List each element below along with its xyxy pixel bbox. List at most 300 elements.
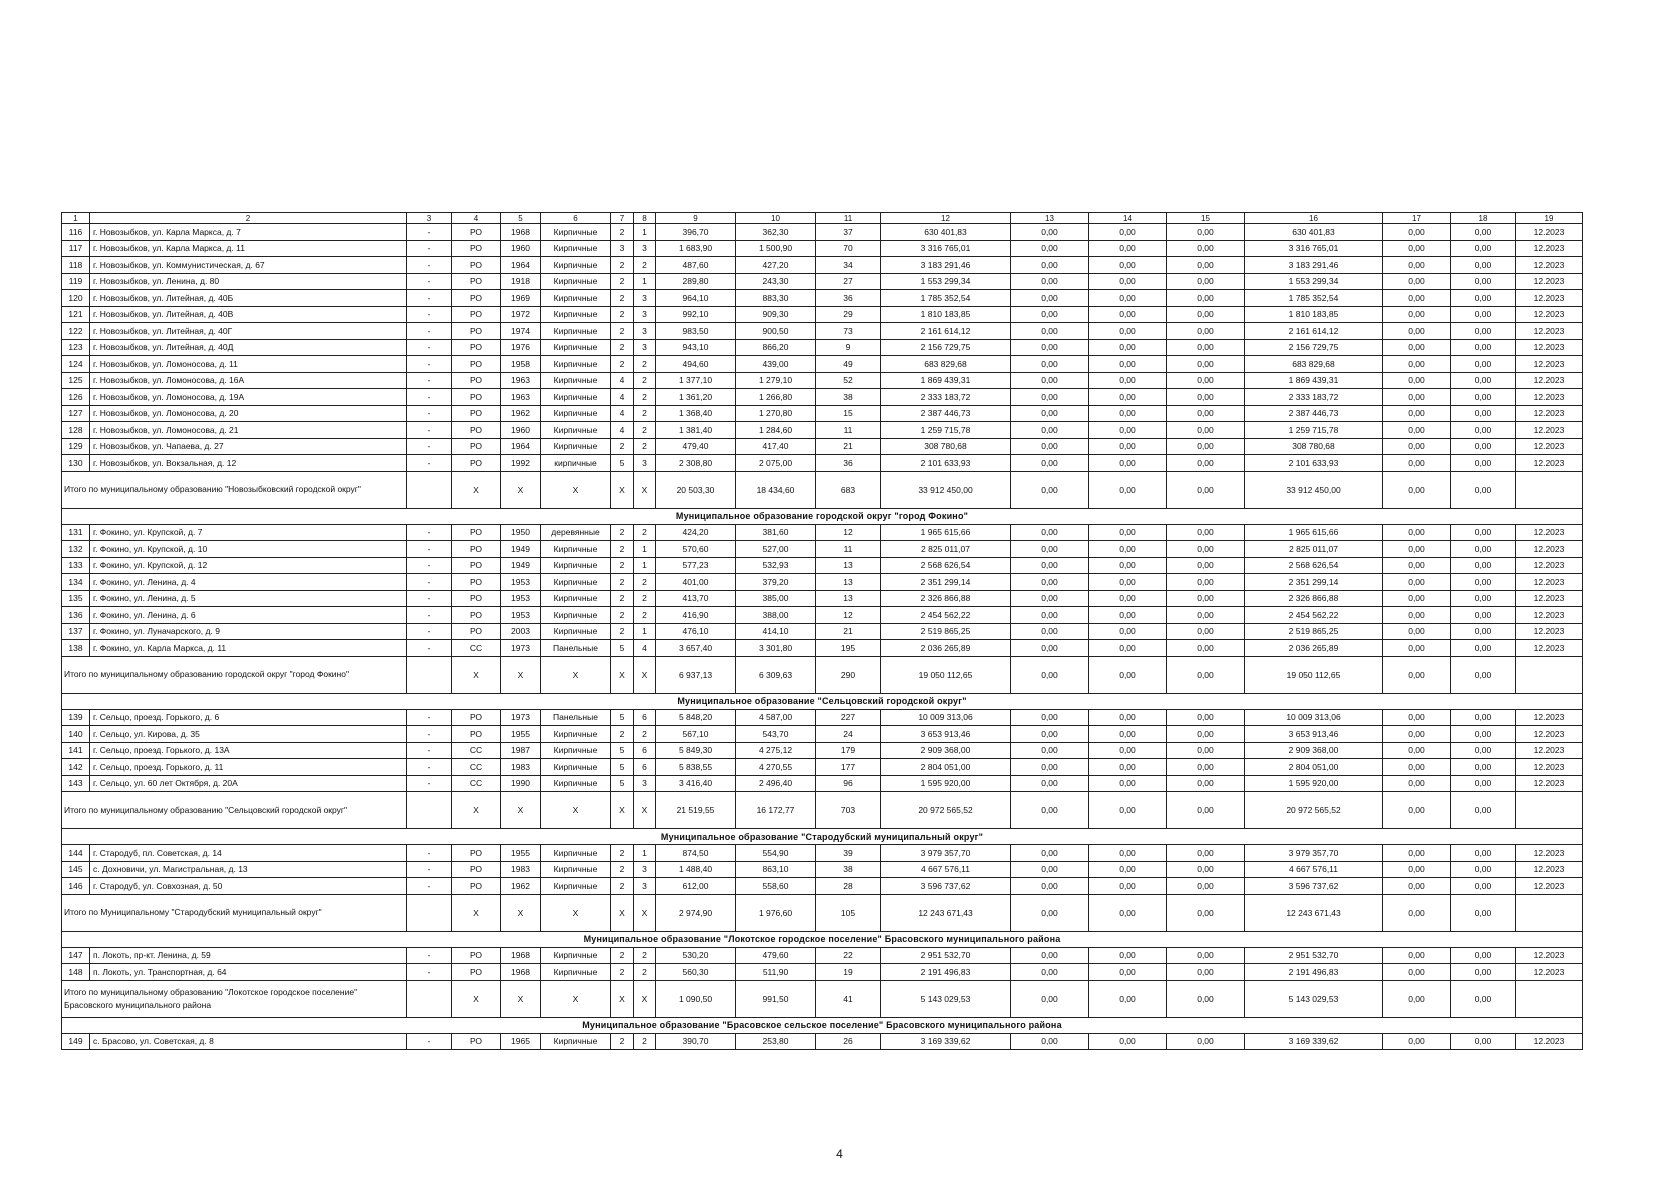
table-cell: 12.2023 [1516, 709, 1583, 726]
table-row [62, 257, 1583, 274]
table-cell: РО [452, 845, 501, 862]
table-cell: 2 [634, 607, 656, 624]
table-cell: 12.2023 [1516, 257, 1583, 274]
subtotal-cell: Х [541, 792, 611, 829]
subtotal-cell: Х [501, 656, 541, 693]
table-cell: 479,60 [736, 947, 816, 964]
subtotal-cell: 703 [816, 792, 881, 829]
table-cell: 2 [611, 964, 634, 981]
table-cell: 1987 [501, 742, 541, 759]
table-cell: 0,00 [1089, 339, 1167, 356]
table-cell: 0,00 [1011, 422, 1089, 439]
table-cell: 2 [634, 372, 656, 389]
table-cell: РО [452, 405, 501, 422]
table-cell: 0,00 [1167, 524, 1245, 541]
subtotal-label: Итого по муниципальному образованию "Локотское городское поселение" Брасовского муниципального района [62, 980, 407, 1017]
section-title: Муниципальное образование "Сельцовский городской округ" [62, 693, 1583, 709]
table-cell: РО [452, 257, 501, 274]
subtotal-cell: 20 972 565,52 [1245, 792, 1383, 829]
header-cell: 13 [1011, 213, 1089, 224]
table-cell: 127 [62, 405, 90, 422]
table-cell: 0,00 [1167, 273, 1245, 290]
header-cell: 11 [816, 213, 881, 224]
table-cell: 487,60 [656, 257, 736, 274]
table-cell: 1 595 920,00 [881, 775, 1011, 792]
header-cell: 8 [634, 213, 656, 224]
table-cell: 0,00 [1383, 557, 1451, 574]
table-cell: Кирпичные [541, 306, 611, 323]
table-cell: 0,00 [1011, 775, 1089, 792]
table-cell: - [407, 273, 452, 290]
table-cell: 2 191 496,83 [1245, 964, 1383, 981]
subtotal-cell: 0,00 [1089, 792, 1167, 829]
address-cell: г. Сельцо, ул. 60 лет Октября, д. 20А [90, 775, 407, 792]
table-cell: 1 [634, 224, 656, 241]
section-title: Муниципальное образование городской округ "город Фокино" [62, 508, 1583, 524]
table-cell: 0,00 [1167, 455, 1245, 472]
table-cell: 0,00 [1383, 1033, 1451, 1050]
address-cell: г. Новозыбков, ул. Ломоносова, д. 19А [90, 389, 407, 406]
table-cell: 0,00 [1167, 339, 1245, 356]
table-cell: 1965 [501, 1033, 541, 1050]
table-cell: Кирпичные [541, 726, 611, 743]
table-cell: 12.2023 [1516, 240, 1583, 257]
header-cell: 16 [1245, 213, 1383, 224]
table-cell: 3 596 737,62 [881, 878, 1011, 895]
subtotal-cell: 33 912 450,00 [881, 471, 1011, 508]
table-cell: 5 [611, 759, 634, 776]
table-cell: Кирпичные [541, 775, 611, 792]
table-cell: 149 [62, 1033, 90, 1050]
table-cell: 3 416,40 [656, 775, 736, 792]
subtotal-cell: Х [452, 980, 501, 1017]
address-cell: г. Новозыбков, ул. Ломоносова, д. 11 [90, 356, 407, 373]
table-cell: 3 596 737,62 [1245, 878, 1383, 895]
table-row [62, 590, 1583, 607]
table-cell: 0,00 [1167, 224, 1245, 241]
subtotal-cell [407, 656, 452, 693]
table-cell: 2 909 368,00 [881, 742, 1011, 759]
table-cell: - [407, 590, 452, 607]
table-cell: 12.2023 [1516, 557, 1583, 574]
subtotal-cell: Х [501, 980, 541, 1017]
table-cell: 396,70 [656, 224, 736, 241]
table-row [62, 574, 1583, 591]
table-cell: - [407, 541, 452, 558]
table-cell: 0,00 [1383, 590, 1451, 607]
table-cell: 577,23 [656, 557, 736, 574]
table-cell: Кирпичные [541, 947, 611, 964]
table-cell: 2 [611, 574, 634, 591]
table-cell: - [407, 339, 452, 356]
subtotal-cell: Х [452, 656, 501, 693]
table-cell: 136 [62, 607, 90, 624]
table-cell: 1960 [501, 240, 541, 257]
table-row [62, 240, 1583, 257]
table-cell: 3 169 339,62 [881, 1033, 1011, 1050]
table-cell: 0,00 [1167, 947, 1245, 964]
table-cell: Кирпичные [541, 759, 611, 776]
table-cell: 3 653 913,46 [1245, 726, 1383, 743]
table-cell: СС [452, 742, 501, 759]
table-cell: 12.2023 [1516, 438, 1583, 455]
table-cell: 2 951 532,70 [1245, 947, 1383, 964]
subtotal-cell: 12 243 671,43 [881, 894, 1011, 931]
subtotal-cell: 0,00 [1089, 980, 1167, 1017]
section-title: Муниципальное образование "Локотское городское поселение" Брасовского муниципального района [62, 931, 1583, 947]
table-cell: 195 [816, 640, 881, 657]
subtotal-cell: 105 [816, 894, 881, 931]
housing-register-sheet [61, 212, 1583, 1050]
table-cell: 2 [611, 607, 634, 624]
table-cell: РО [452, 607, 501, 624]
address-cell: г. Новозыбков, ул. Ломоносова, д. 20 [90, 405, 407, 422]
subtotal-cell [1516, 656, 1583, 693]
subtotal-cell: 6 937,13 [656, 656, 736, 693]
subtotal-label: Итого по муниципальному образованию "Новозыбковский городской округ" [62, 471, 407, 508]
table-cell: 0,00 [1451, 323, 1516, 340]
address-cell: г. Фокино, ул. Крупской, д. 7 [90, 524, 407, 541]
address-cell: г. Новозыбков, ул. Литейная, д. 40Г [90, 323, 407, 340]
table-row [62, 759, 1583, 776]
subtotal-cell: 5 143 029,53 [881, 980, 1011, 1017]
address-cell: г. Новозыбков, ул. Карла Маркса, д. 11 [90, 240, 407, 257]
table-cell: 3 [634, 775, 656, 792]
table-cell: 137 [62, 623, 90, 640]
table-cell: 2 [611, 257, 634, 274]
table-cell: 511,90 [736, 964, 816, 981]
table-cell: 3 183 291,46 [1245, 257, 1383, 274]
subtotal-cell: 683 [816, 471, 881, 508]
table-cell: 1976 [501, 339, 541, 356]
table-cell: 4 [634, 640, 656, 657]
subtotal-cell: 0,00 [1383, 656, 1451, 693]
subtotal-cell: Х [611, 894, 634, 931]
table-cell: 0,00 [1011, 574, 1089, 591]
table-cell: 0,00 [1089, 742, 1167, 759]
table-cell: 2 351 299,14 [881, 574, 1011, 591]
table-cell: 0,00 [1089, 726, 1167, 743]
table-row [62, 726, 1583, 743]
table-row [62, 290, 1583, 307]
table-cell: - [407, 240, 452, 257]
subtotal-cell: Х [634, 894, 656, 931]
table-cell: 0,00 [1089, 306, 1167, 323]
table-cell: 0,00 [1089, 964, 1167, 981]
table-cell: 12.2023 [1516, 947, 1583, 964]
table-cell: 4 [611, 422, 634, 439]
table-cell: РО [452, 623, 501, 640]
table-cell: 1962 [501, 878, 541, 895]
table-cell: 0,00 [1011, 759, 1089, 776]
table-cell: 12.2023 [1516, 1033, 1583, 1050]
subtotal-cell: Х [501, 792, 541, 829]
table-cell: 883,30 [736, 290, 816, 307]
table-cell: 142 [62, 759, 90, 776]
municipality-section-header [62, 931, 1583, 947]
header-cell: 14 [1089, 213, 1167, 224]
header-cell: 18 [1451, 213, 1516, 224]
table-cell: - [407, 405, 452, 422]
table-cell: 0,00 [1089, 257, 1167, 274]
table-cell: 0,00 [1167, 438, 1245, 455]
table-cell: Кирпичные [541, 389, 611, 406]
table-cell: 0,00 [1011, 524, 1089, 541]
table-cell: 28 [816, 878, 881, 895]
table-cell: 1 810 183,85 [1245, 306, 1383, 323]
subtotal-label: Итого по муниципальному образованию "Сельцовский городской округ" [62, 792, 407, 829]
subtotal-cell: 0,00 [1011, 980, 1089, 1017]
table-cell: 0,00 [1011, 590, 1089, 607]
table-cell: 139 [62, 709, 90, 726]
table-cell: 3 [611, 240, 634, 257]
table-cell: 5 [611, 775, 634, 792]
table-cell: 21 [816, 438, 881, 455]
table-cell: 1 [634, 845, 656, 862]
subtotal-cell: 33 912 450,00 [1245, 471, 1383, 508]
address-cell: г. Новозыбков, ул. Чапаева, д. 27 [90, 438, 407, 455]
table-cell: 2003 [501, 623, 541, 640]
table-cell: - [407, 438, 452, 455]
header-cell: 17 [1383, 213, 1451, 224]
table-cell: Кирпичные [541, 339, 611, 356]
subtotal-cell: 0,00 [1383, 471, 1451, 508]
table-cell: 140 [62, 726, 90, 743]
table-cell: 0,00 [1011, 372, 1089, 389]
table-cell: РО [452, 947, 501, 964]
table-cell: 2 333 183,72 [881, 389, 1011, 406]
table-cell: 0,00 [1451, 240, 1516, 257]
table-cell: 12.2023 [1516, 878, 1583, 895]
table-cell: 1953 [501, 574, 541, 591]
table-cell: 0,00 [1383, 726, 1451, 743]
table-cell: 1 553 299,34 [881, 273, 1011, 290]
table-cell: - [407, 372, 452, 389]
table-cell: 12 [816, 607, 881, 624]
table-cell: 26 [816, 1033, 881, 1050]
table-cell: 0,00 [1089, 557, 1167, 574]
table-cell: 2 [611, 861, 634, 878]
table-row [62, 422, 1583, 439]
table-cell: 1 683,90 [656, 240, 736, 257]
table-cell: Кирпичные [541, 372, 611, 389]
table-cell: 570,60 [656, 541, 736, 558]
table-cell: 1 553 299,34 [1245, 273, 1383, 290]
table-cell: 0,00 [1089, 590, 1167, 607]
subtotal-cell [1516, 980, 1583, 1017]
table-cell: 1968 [501, 964, 541, 981]
address-cell: г. Сельцо, проезд. Горького, д. 13А [90, 742, 407, 759]
table-cell: 121 [62, 306, 90, 323]
table-cell: 0,00 [1011, 306, 1089, 323]
table-cell: 3 979 357,70 [881, 845, 1011, 862]
table-cell: 0,00 [1089, 438, 1167, 455]
table-cell: 2 804 051,00 [1245, 759, 1383, 776]
table-cell: 2 951 532,70 [881, 947, 1011, 964]
table-cell: 10 009 313,06 [881, 709, 1011, 726]
column-number-header [62, 213, 1583, 224]
table-cell: 132 [62, 541, 90, 558]
table-cell: 424,20 [656, 524, 736, 541]
table-cell: - [407, 1033, 452, 1050]
table-cell: 1983 [501, 759, 541, 776]
table-row [62, 389, 1583, 406]
table-cell: 0,00 [1451, 455, 1516, 472]
table-cell: 2 804 051,00 [881, 759, 1011, 776]
subtotal-cell: Х [541, 894, 611, 931]
table-cell: 0,00 [1451, 438, 1516, 455]
table-cell: 12.2023 [1516, 590, 1583, 607]
table-cell: 0,00 [1451, 845, 1516, 862]
subtotal-cell [407, 471, 452, 508]
subtotal-cell [407, 894, 452, 931]
table-cell: - [407, 306, 452, 323]
table-cell: РО [452, 524, 501, 541]
table-cell: 943,10 [656, 339, 736, 356]
table-cell: 3 301,80 [736, 640, 816, 657]
table-cell: 0,00 [1451, 759, 1516, 776]
table-cell: 0,00 [1089, 878, 1167, 895]
table-cell: 5 [611, 709, 634, 726]
table-cell: РО [452, 709, 501, 726]
table-cell: 0,00 [1451, 964, 1516, 981]
subtotal-cell: 0,00 [1451, 894, 1516, 931]
table-cell: 0,00 [1011, 623, 1089, 640]
table-cell: - [407, 524, 452, 541]
table-cell: 2 [634, 257, 656, 274]
table-cell: 532,93 [736, 557, 816, 574]
table-cell: 3 316 765,01 [881, 240, 1011, 257]
table-cell: 0,00 [1011, 964, 1089, 981]
table-cell: 0,00 [1167, 775, 1245, 792]
table-cell: 0,00 [1167, 640, 1245, 657]
table-cell: 22 [816, 947, 881, 964]
table-cell: 0,00 [1451, 623, 1516, 640]
table-cell: 0,00 [1089, 759, 1167, 776]
table-cell: 554,90 [736, 845, 816, 862]
table-cell: 4 667 576,11 [1245, 861, 1383, 878]
table-cell: РО [452, 964, 501, 981]
table-row [62, 557, 1583, 574]
table-cell: 0,00 [1011, 356, 1089, 373]
table-row [62, 306, 1583, 323]
table-cell: 0,00 [1089, 240, 1167, 257]
table-cell: 1 [634, 273, 656, 290]
subtotal-cell: Х [452, 471, 501, 508]
table-cell: 147 [62, 947, 90, 964]
table-cell: 3 [634, 306, 656, 323]
table-cell: 0,00 [1451, 422, 1516, 439]
subtotal-cell: 0,00 [1011, 792, 1089, 829]
address-cell: г. Фокино, ул. Ленина, д. 5 [90, 590, 407, 607]
table-cell: 2 [611, 356, 634, 373]
address-cell: г. Сельцо, проезд. Горького, д. 6 [90, 709, 407, 726]
table-cell: 29 [816, 306, 881, 323]
subtotal-row [62, 894, 1583, 931]
table-cell: 0,00 [1451, 607, 1516, 624]
subtotal-cell [1516, 792, 1583, 829]
table-cell: 5 849,30 [656, 742, 736, 759]
table-cell: Панельные [541, 709, 611, 726]
table-row [62, 623, 1583, 640]
table-cell: 416,90 [656, 607, 736, 624]
table-cell: 2 825 011,07 [1245, 541, 1383, 558]
table-cell: - [407, 845, 452, 862]
header-cell: 7 [611, 213, 634, 224]
table-cell: 0,00 [1167, 356, 1245, 373]
table-row [62, 356, 1583, 373]
table-cell: РО [452, 422, 501, 439]
table-cell: кирпичные [541, 455, 611, 472]
table-cell: 0,00 [1383, 947, 1451, 964]
table-row [62, 861, 1583, 878]
table-cell: 308 780,68 [881, 438, 1011, 455]
table-cell: 413,70 [656, 590, 736, 607]
subtotal-cell: 0,00 [1451, 792, 1516, 829]
subtotal-cell: 0,00 [1167, 980, 1245, 1017]
address-cell: с. Брасово, ул. Советская, д. 8 [90, 1033, 407, 1050]
table-cell: 900,50 [736, 323, 816, 340]
table-cell: 0,00 [1167, 845, 1245, 862]
table-cell: 3 169 339,62 [1245, 1033, 1383, 1050]
table-cell: - [407, 422, 452, 439]
subtotal-cell: 20 972 565,52 [881, 792, 1011, 829]
table-cell: 12.2023 [1516, 356, 1583, 373]
table-cell: 992,10 [656, 306, 736, 323]
subtotal-cell: 21 519,55 [656, 792, 736, 829]
subtotal-label: Итого по Муниципальному "Стародубский муниципальный округ" [62, 894, 407, 931]
table-cell: 1 266,80 [736, 389, 816, 406]
table-cell: 131 [62, 524, 90, 541]
table-cell: 0,00 [1383, 861, 1451, 878]
table-cell: 866,20 [736, 339, 816, 356]
table-cell: 73 [816, 323, 881, 340]
table-cell: 0,00 [1167, 878, 1245, 895]
address-cell: г. Фокино, ул. Ленина, д. 4 [90, 574, 407, 591]
table-cell: 12.2023 [1516, 339, 1583, 356]
table-row [62, 339, 1583, 356]
address-cell: г. Новозыбков, ул. Карла Маркса, д. 7 [90, 224, 407, 241]
subtotal-cell: 12 243 671,43 [1245, 894, 1383, 931]
address-cell: с. Дохновичи, ул. Магистральная, д. 13 [90, 861, 407, 878]
table-cell: 12.2023 [1516, 607, 1583, 624]
table-cell: 227 [816, 709, 881, 726]
subtotal-cell: Х [611, 792, 634, 829]
table-cell: Кирпичные [541, 607, 611, 624]
table-cell: 0,00 [1451, 405, 1516, 422]
table-cell: 1 361,20 [656, 389, 736, 406]
table-cell: 36 [816, 455, 881, 472]
table-cell: 1955 [501, 726, 541, 743]
table-cell: РО [452, 273, 501, 290]
table-row [62, 845, 1583, 862]
table-cell: 13 [816, 574, 881, 591]
subtotal-cell: Х [541, 656, 611, 693]
table-cell: 1949 [501, 557, 541, 574]
table-cell: 12.2023 [1516, 861, 1583, 878]
table-cell: 0,00 [1089, 709, 1167, 726]
table-cell: 964,10 [656, 290, 736, 307]
table-cell: 0,00 [1383, 455, 1451, 472]
table-cell: 2 326 866,88 [1245, 590, 1383, 607]
table-cell: 6 [634, 742, 656, 759]
table-cell: - [407, 964, 452, 981]
table-cell: 0,00 [1167, 290, 1245, 307]
table-cell: 1949 [501, 541, 541, 558]
table-cell: 530,20 [656, 947, 736, 964]
table-row [62, 640, 1583, 657]
address-cell: г. Новозыбков, ул. Литейная, д. 40Б [90, 290, 407, 307]
